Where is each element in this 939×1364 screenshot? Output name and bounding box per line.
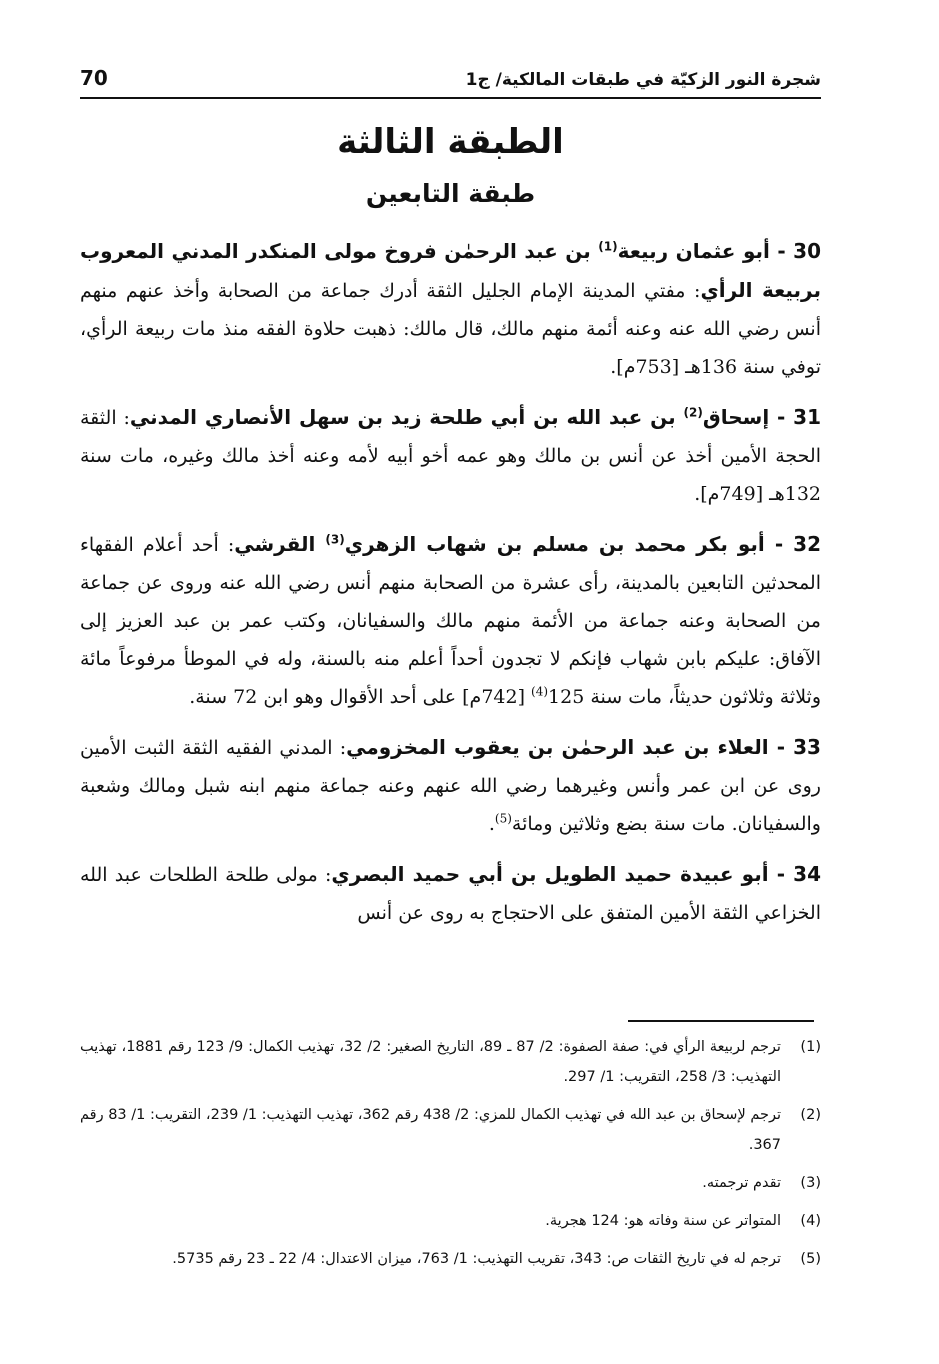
footnote-ref: (3) (325, 532, 345, 547)
entry-32: 32 - أبو بكر محمد بن مسلم بن شهاب الزهري$^{(3)}$ القرشي: أحد أعلام الفقهاء المحدثين التابعين بالمدينة، رأى عشرة من الصحابة منهم أنس رضي الله عنه وروى عن جماعة من الصحابة وعنه جماعة من الأئمة منهم مالك والسفيانان، وكتب عمر بن عبد العزيز إلى الآفاق: عليكم بابن شهاب فإنكم لا تجدون أحداً أعلم منه بالسنة، وله في الموطأ مرفوعاً مائة وثلاثة وثلاثون حديثاً، مات سنة 125$^{(4)}$ [742م] على أحد الأقوال وهو ابن 72 سنة. (80, 532, 822, 708)
entry-heading: 31 - إسحاق$^{(2)}$ بن عبد الله بن أبي طلحة زيد بن سهل الأنصاري المدني (129, 405, 822, 429)
running-title: شجرة النور الزكيّة في طبقات المالكية/ ج1 (465, 70, 821, 90)
footnote-text: تقدم ترجمته. (702, 1175, 781, 1191)
entry-33: 33 - العلاء بن عبد الرحمٰن بن يعقوب المخزومي: المدني الفقيه الثقة الثبت الأمين روى عن ابن عمر وأنس وغيرهما رضي الله عنهم وعنه جماعة منهم ابنه شبل ومالك وشعبة والسفيانان. مات سنة بضع وثلاثين ومائة$^{(5)}$. (80, 735, 821, 835)
entry-heading: 30 - أبو عثمان ربيعة$^{(1)}$ بن عبد الرحمٰن فروخ مولى المنكدر المدني المعروب بربيعة الرأي (80, 239, 821, 302)
footnote-text: ترجم لإسحاق بن عبد الله في تهذيب الكمال للمزي: 2/ 438 رقم 362، تهذيب التهذيب: 1/ 239، التقريب: 1/ 83 رقم 367. (80, 1107, 781, 1153)
body-text (80, 232, 821, 944)
footnote (80, 1100, 821, 1160)
page-number: 70 (80, 66, 108, 90)
header-rule (80, 97, 821, 99)
footnote-number: (3) (800, 1175, 821, 1191)
footnote (80, 1244, 821, 1274)
entry-31 (80, 398, 821, 513)
footnote-ref: (2) (683, 405, 703, 420)
entry-text: : المدني الفقيه الثقة الثبت الأمين روى عن ابن عمر وأنس وغيرهما رضي الله عنهم وعنه جماعة منهم ابنه شبل ومالك وشعبة والسفيانان. مات سنة بضع وثلاثين ومائة (80, 737, 821, 835)
entry-heading: 32 - أبو بكر محمد بن مسلم بن شهاب الزهري$^{(3)}$ القرشي (234, 532, 822, 556)
footnote (80, 1168, 821, 1198)
footnote-ref: (4) (531, 684, 549, 699)
entry-text: : أحد أعلام الفقهاء المحدثين التابعين بالمدينة، رأى عشرة من الصحابة منهم أنس رضي الله عنه وروى عن جماعة من الصحابة وعنه جماعة من الأئمة منهم مالك والسفيانان، وكتب عمر بن عبد العزيز إلى الآفاق: عليكم بابن شهاب فإنكم لا تجدون أحداً أعلم منه بالسنة، وله في الموطأ مرفوعاً مائة وثلاثة وثلاثون حديثاً، مات سنة 125 (80, 534, 821, 708)
footnote (80, 1206, 821, 1236)
footnote-number: (1) (800, 1039, 821, 1055)
footnotes (80, 1032, 821, 1282)
footnote-number: (2) (800, 1107, 821, 1123)
entry-30 (80, 232, 821, 386)
footnote-number: (5) (800, 1251, 821, 1267)
section-subtitle: طبقة التابعين (365, 179, 536, 208)
entry-text: : مفتي المدينة الإمام الجليل الثقة أدرك جماعة من الصحابة وأخذ عنهم منهم أنس رضي الله عنه وعنه أئمة منهم مالك، قال مالك: ذهبت حلاوة الفقه منذ مات ربيعة الرأي، توفي سنة 136هـ [753م]. (80, 280, 821, 378)
entry-heading: 34 - أبو عبيدة حميد الطويل بن أبي حميد البصري (331, 862, 821, 886)
footnote (80, 1032, 821, 1092)
entry-text: : الثقة الحجة الأمين أخذ عن أنس بن مالك وهو عمه أخو أبيه لأمه وعنه أخذ مالك وغيره، مات سنة 132هـ [749م]. (80, 407, 821, 505)
entry-34 (80, 855, 821, 932)
footnote-text: ترجم له في تاريخ الثقات ص: 343، تقريب التهذيب: 1/ 763، ميزان الاعتدال: 4/ 22 ـ 23 رقم 5735. (172, 1251, 781, 1267)
entry-heading: 33 - العلاء بن عبد الرحمٰن بن يعقوب المخزومي (346, 735, 821, 759)
footnote-ref: (5) (494, 811, 512, 826)
footnote-ref: (1) (598, 239, 618, 254)
section-title: الطبقة الثالثة (337, 122, 564, 162)
footnote-text: ترجم لربيعة الرأي في: صفة الصفوة: 2/ 87 ـ 89، التاريخ الصغير: 2/ 32، تهذيب الكمال: 9/ 123 رقم 1881، تهذيب التهذيب: 3/ 258، التقريب: 1/ 297. (80, 1039, 781, 1085)
footnote-number: (4) (800, 1213, 821, 1229)
entry-text: : مولى طلحة الطلحات عبد الله الخزاعي الثقة الأمين المتفق على الاحتجاج به روى عن أنس (80, 864, 821, 924)
section-titles (80, 116, 821, 214)
page-header (80, 52, 821, 90)
footnote-rule (628, 1020, 814, 1022)
footnote-text: المتواتر عن سنة وفاته هو: 124 هجرية. (545, 1213, 781, 1229)
